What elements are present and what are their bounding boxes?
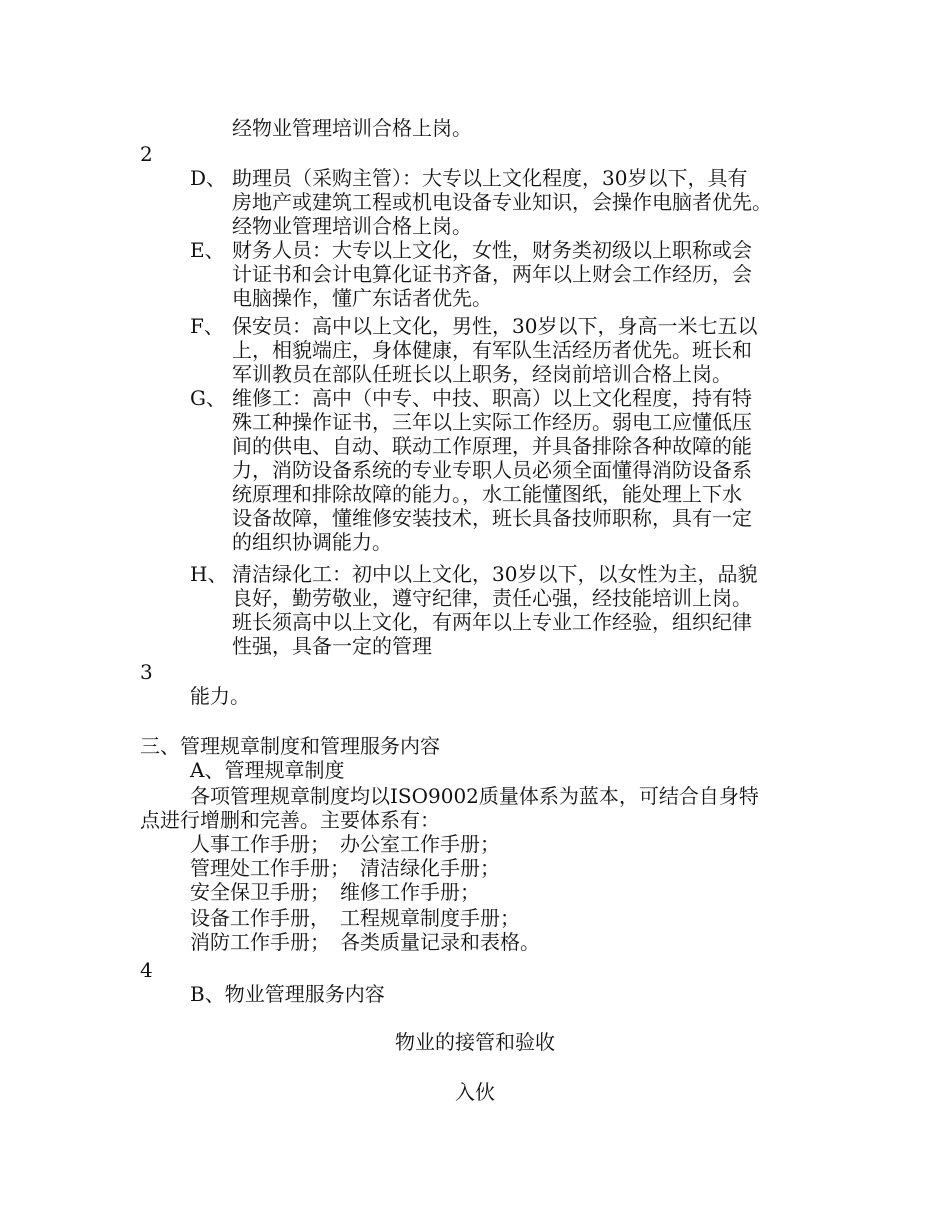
text-line: 计证书和会计电算化证书齐备，两年以上财会工作经历，会 (232, 262, 752, 286)
text-line: 力，消防设备系统的专业专职人员必须全面懂得消防设备系 (232, 458, 752, 482)
text-line: 性强，具备一定的管理 (232, 634, 432, 658)
manual-list-line: 设备工作手册， 工程规章制度手册； (190, 906, 520, 930)
text-line: 保安员：高中以上文化，男性，30岁以下，身高一米七五以 (232, 314, 758, 338)
text-line: 统原理和排除故障的能力。，水工能懂图纸，能处理上下水 (232, 482, 742, 506)
text-line: 财务人员：大专以上文化，女性，财务类初级以上职称或会 (232, 238, 752, 262)
manual-list-line: 消防工作手册； 各类质量记录和表格。 (190, 930, 540, 954)
text-line: 房地产或建筑工程或机电设备专业知识，会操作电脑者优先。 (232, 190, 772, 214)
manual-list-line: 安全保卫手册； 维修工作手册； (190, 880, 480, 904)
page-number: 4 (140, 958, 153, 982)
list-marker: H、 (190, 562, 228, 586)
text-line: 清洁绿化工：初中以上文化，30岁以下，以女性为主，品貌 (232, 562, 758, 586)
centered-heading: 入伙 (455, 1080, 495, 1104)
text-line: 的组织协调能力。 (232, 530, 392, 554)
subsection-heading: A、管理规章制度 (190, 758, 345, 782)
section-heading: 三、管理规章制度和管理服务内容 (140, 734, 440, 758)
text-line: 经物业管理培训合格上岗。 (232, 214, 472, 238)
text-line: 电脑操作，懂广东话者优先。 (232, 286, 492, 310)
manual-list-line: 管理处工作手册； 清洁绿化手册； (190, 856, 500, 880)
text-line: 间的供电、自动、联动工作原理，并具备排除各种故障的能 (232, 434, 752, 458)
text-line: 能力。 (190, 684, 250, 708)
text-line: 殊工种操作证书，三年以上实际工作经历。弱电工应懂低压 (232, 410, 752, 434)
page-number: 3 (140, 660, 153, 684)
subsection-heading: B、物业管理服务内容 (190, 982, 385, 1006)
text-line: 经物业管理培训合格上岗。 (232, 116, 472, 140)
list-marker: E、 (190, 238, 225, 262)
list-marker: F、 (190, 314, 224, 338)
text-line: 军训教员在部队任班长以上职务，经岗前培训合格上岗。 (232, 362, 732, 386)
page-number: 2 (140, 142, 153, 166)
text-line: 助理员（采购主管）：大专以上文化程度，30岁以下，具有 (232, 166, 748, 190)
text-line: 维修工：高中（中专、中技、职高）以上文化程度，持有特 (232, 386, 752, 410)
text-line: 各项管理规章制度均以ISO9002质量体系为蓝本，可结合自身特 (190, 784, 759, 808)
text-line: 设备故障，懂维修安装技术，班长具备技师职称，具有一定 (232, 506, 752, 530)
text-line: 班长须高中以上文化，有两年以上专业工作经验，组织纪律 (232, 610, 752, 634)
text-line: 良好，勤劳敬业，遵守纪律，责任心强，经技能培训上岗。 (232, 586, 752, 610)
manual-list-line: 人事工作手册； 办公室工作手册； (190, 832, 500, 856)
centered-heading: 物业的接管和验收 (395, 1030, 555, 1054)
text-line: 上，相貌端庄，身体健康，有军队生活经历者优先。班长和 (232, 338, 752, 362)
list-marker: G、 (190, 386, 226, 410)
text-line: 点进行增删和完善。主要体系有： (140, 808, 440, 832)
list-marker: D、 (190, 166, 227, 190)
